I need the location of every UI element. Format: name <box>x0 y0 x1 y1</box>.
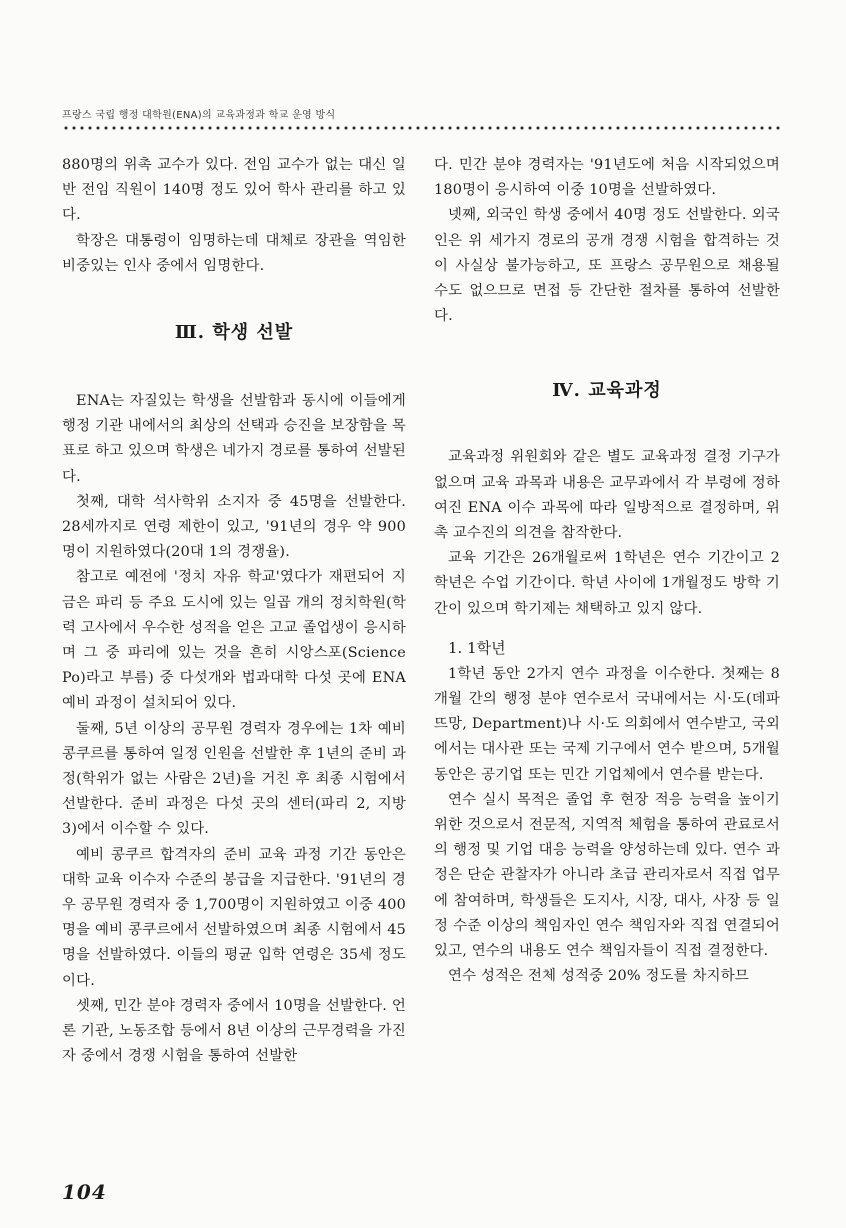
paragraph: 넷째, 외국인 학생 중에서 40명 정도 선발한다. 외국인은 위 세가지 경로의 공개 경쟁 시험을 합격하는 것이 사실상 불가능하고, 또 프랑스 공무원으로 채용될 수도 없으므로 면접 등 간단한 절차를 통하여 선발한다. <box>434 207 780 325</box>
section-heading-4: Ⅳ. 교육과정 <box>552 380 662 402</box>
paragraph: 둘째, 5년 이상의 공무원 경력자 경우에는 1차 예비 콩쿠르를 통하여 일정 인원을 선발한 후 1년의 준비 과정(학위가 없는 사람은 2년)을 거친 후 최종 시험에서 선발한다. 준비 과정은 다섯 곳의 센터(파리 2, 지방 3)에서 이수할 수 있다. <box>62 720 406 838</box>
section-heading-3: Ⅲ. 학생 선발 <box>174 322 294 344</box>
paragraph: 880명의 위촉 교수가 있다. 전임 교수가 없는 대신 일반 전임 직원이 140명 정도 있어 학사 관리를 하고 있다. <box>62 157 406 224</box>
paragraph: 학장은 대통령이 임명하는데 대체로 장관을 역임한 비중있는 인사 중에서 임명한다. <box>62 232 406 274</box>
left-column <box>62 153 406 1070</box>
dotted-rule <box>62 125 782 131</box>
paragraph: 교육과정 위원회와 같은 별도 교육과정 결정 기구가 없으며 교육 과목과 내용은 교무과에서 각 부령에 정하여진 ENA 이수 과목에 따라 일방적으로 결정하며, 위촉 교수진의 의견을 참작한다. <box>434 449 780 542</box>
paragraph: 다. 민간 분야 경력자는 '91년도에 처음 시작되었으며 180명이 응시하여 이중 10명을 선발하였다. <box>434 157 780 199</box>
paragraph: 연수 실시 목적은 졸업 후 현장 적응 능력을 높이기 위한 것으로서 전문적, 지역적 체험을 통하여 관료로서의 행정 및 기업 대응 능력을 양성하는데 있다. 연수 과정은 단순 관찰자가 아니라 초급 관리자로서 직접 업무에 참여하며, 학생들은 도지사, 시장, 대사, 사장 등 일정 수준 이상의 책임자인 연수 책임자와 직접 연결되어 있고, 연수의 내용도 연수 책임자들이 직접 결정한다. <box>434 791 780 960</box>
paragraph: 예비 콩쿠르 합격자의 준비 교육 과정 기간 동안은 대학 교육 이수자 수준의 봉급을 지급한다. '91년의 경우 공무원 경력자 중 1,700명이 지원하였고 이중 400명을 예비 콩쿠르에서 선발하였으며 최종 시험에서 45명을 선발하였다. 이들의 평균 입학 연령은 35세 정도이다. <box>62 846 406 989</box>
paragraph: 참고로 예전에 '정치 자유 학교'였다가 재편되어 지금은 파리 등 주요 도시에 있는 일곱 개의 정치학원(학력 고사에서 우수한 성적을 얻은 고교 졸업생이 응시하며 그 중 파리에 있는 것을 흔히 시앙스포(Science Po)라고 부름) 중 다섯개와 법과대학 다섯 곳에 ENA 예비 과정이 설치되어 있다. <box>62 569 406 712</box>
paragraph: 교육 기간은 26개월로써 1학년은 연수 기간이고 2학년은 수업 기간이다. 학년 사이에 1개월정도 방학 기간이 있으며 학기제는 채택하고 있지 않다. <box>434 550 780 617</box>
paragraph: 셋째, 민간 분야 경력자 중에서 10명을 선발한다. 언론 기관, 노동조합 등에서 8년 이상의 근무경력을 가진 자 중에서 경쟁 시험을 통하여 선발한 <box>62 997 406 1065</box>
paragraph: 연수 성적은 전체 성적중 20% 정도를 차지하므 <box>448 968 749 985</box>
right-column <box>434 153 780 989</box>
paragraph: 1학년 동안 2가지 연수 과정을 이수한다. 첫째는 8개월 간의 행정 분야 연수로서 국내에서는 시·도(데파뜨망, Department)나 시·도 의회에서 연수받고, 국외에서는 대사관 또는 국제 기구에서 연수 받으며, 5개월 동안은 공기업 또는 민간 기업체에서 연수를 받는다. <box>434 665 780 783</box>
paragraph: 첫째, 대학 석사학위 소지자 중 45명을 선발한다. 28세까지로 연령 제한이 있고, '91년의 경우 약 900명이 지원하였다(20대 1의 경쟁율). <box>62 493 406 561</box>
running-head: 프랑스 국립 행정 대학원(ENA)의 교육과정과 학교 운영 방식 <box>62 110 336 121</box>
page-number: 104 <box>62 1180 107 1204</box>
subsection-heading: 1. 1학년 <box>448 638 506 657</box>
paragraph: ENA는 자질있는 학생을 선발함과 동시에 이들에게 행정 기관 내에서의 최상의 선택과 승진을 보장함을 목표로 하고 있으며 학생은 네가지 경로를 통하여 선발된다. <box>62 393 406 485</box>
